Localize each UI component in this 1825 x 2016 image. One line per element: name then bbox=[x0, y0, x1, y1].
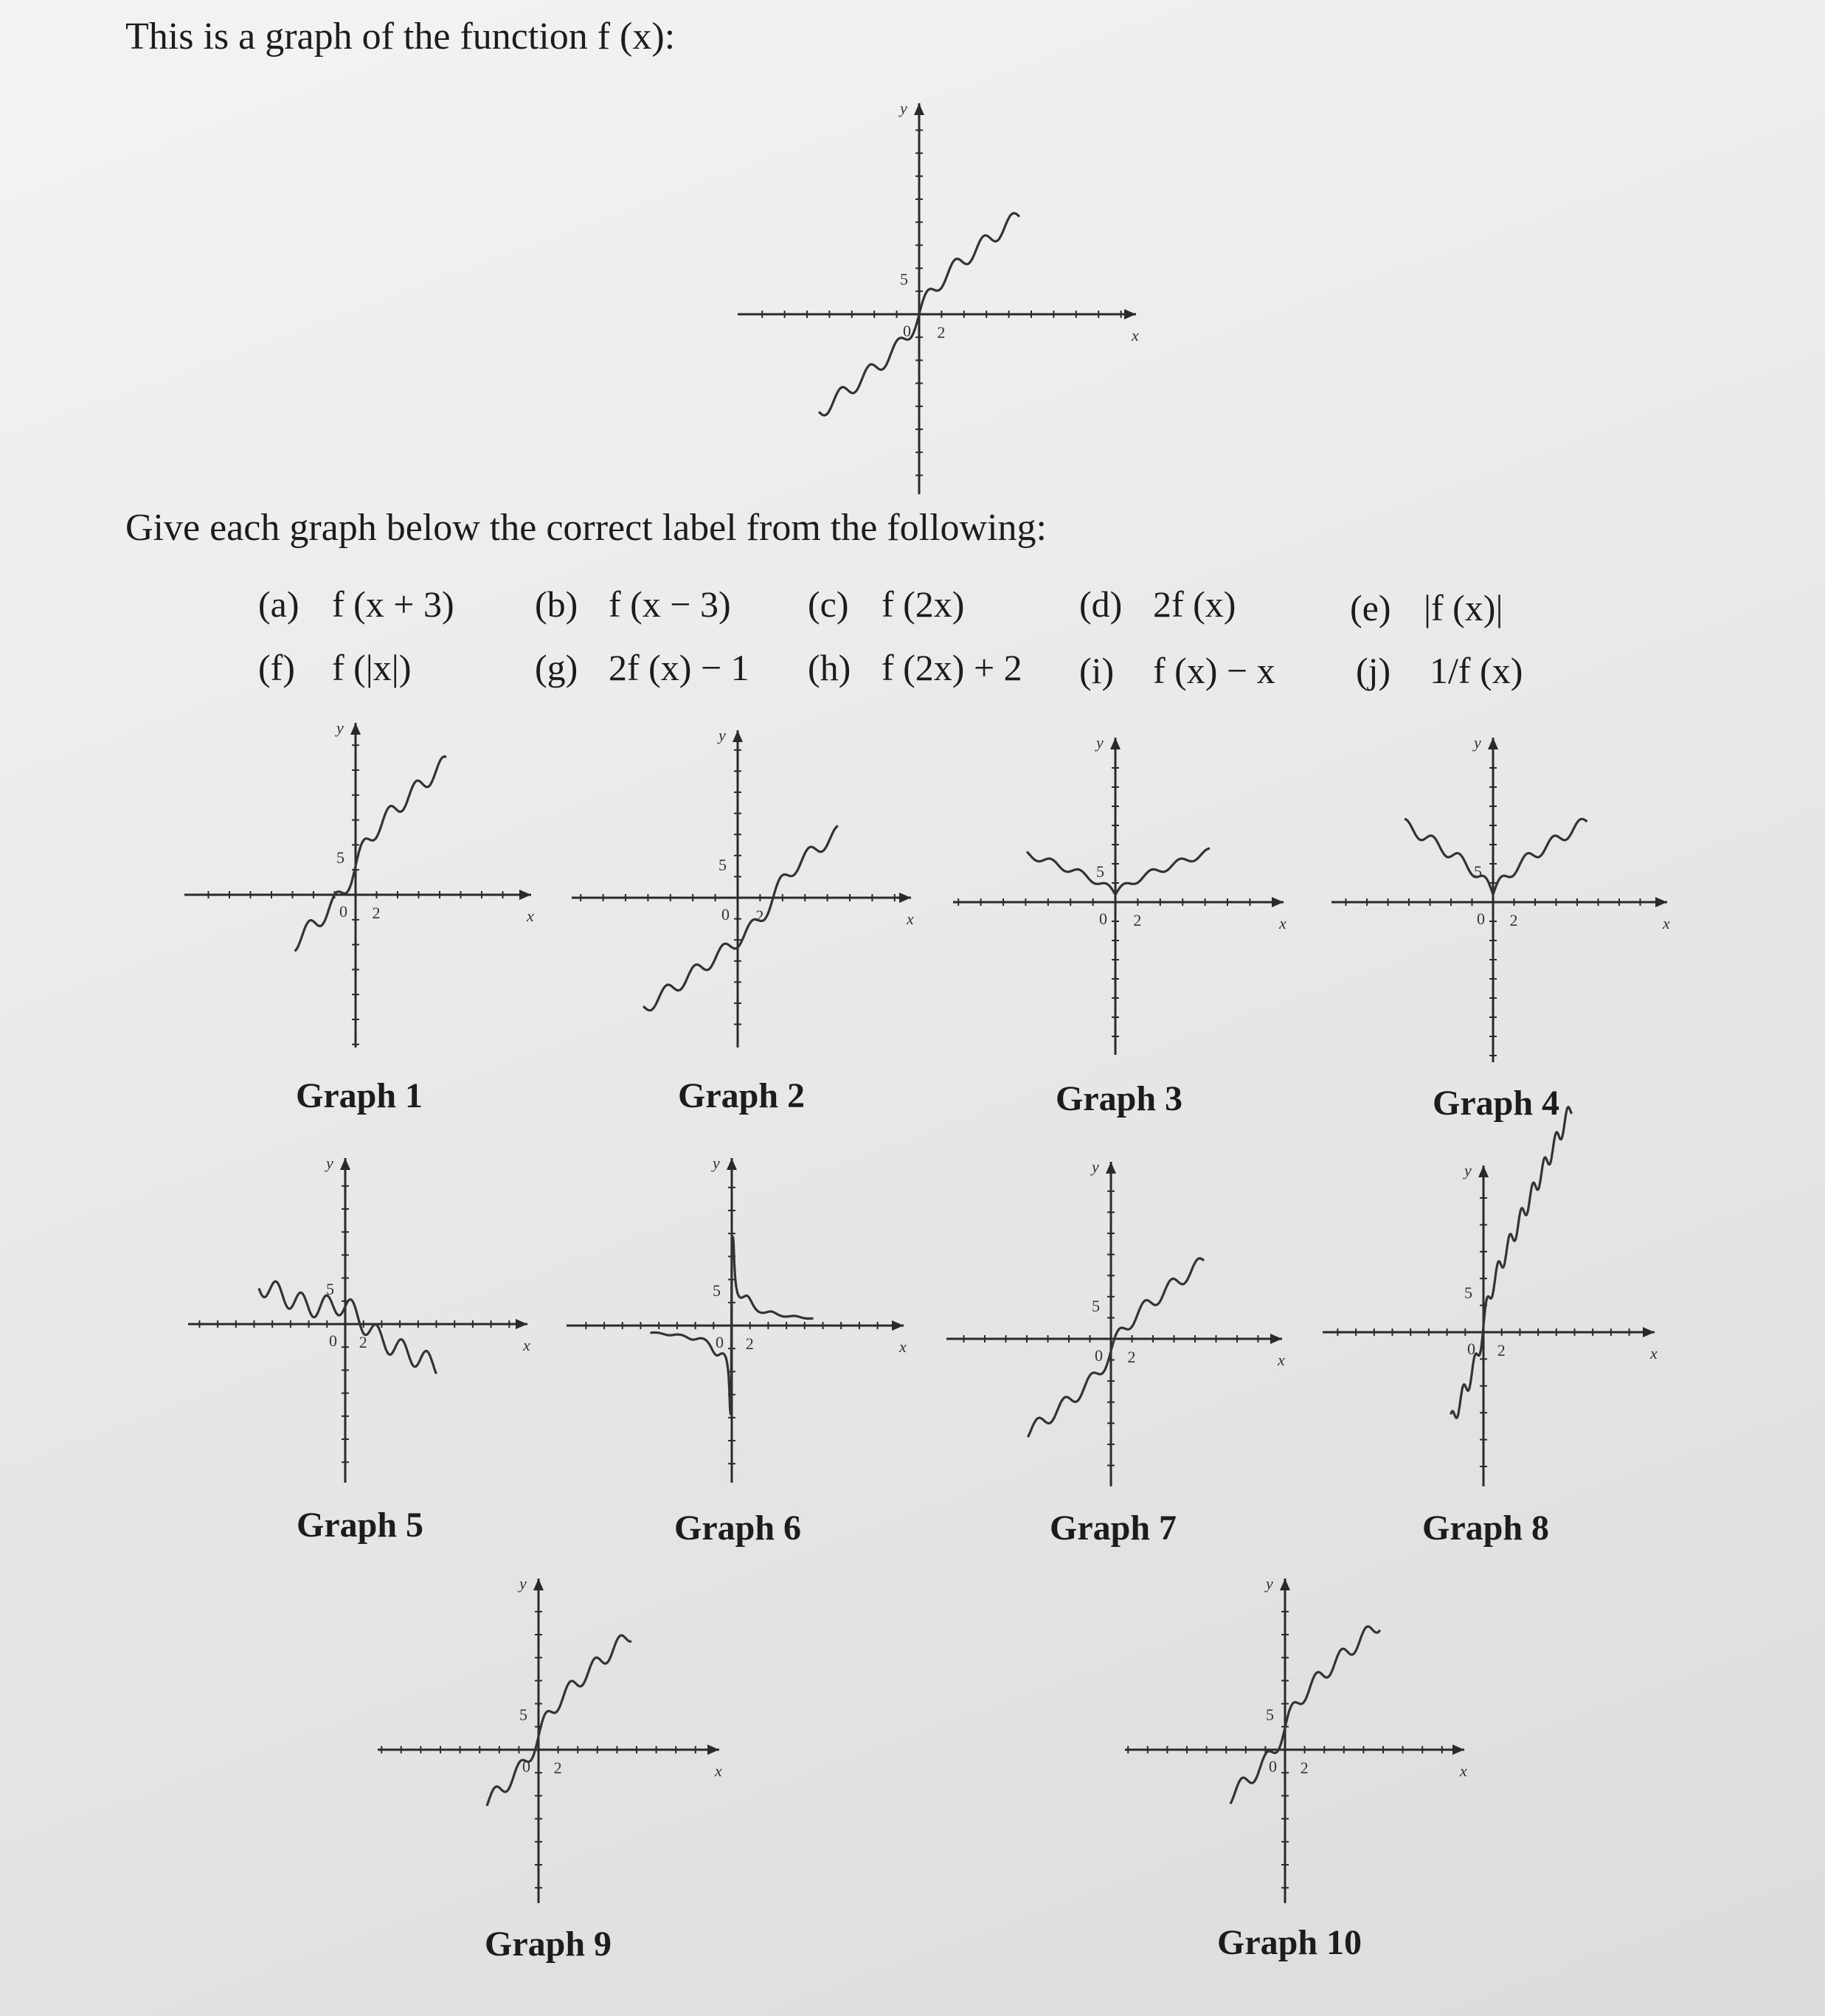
y-axis-label: y bbox=[519, 1574, 527, 1593]
x-axis-arrow bbox=[1272, 897, 1284, 907]
graph-9-plot bbox=[378, 1574, 722, 1903]
y-axis-label: y bbox=[713, 1154, 720, 1172]
x-axis-label: x bbox=[1650, 1344, 1658, 1362]
origin-label: 0 bbox=[329, 1331, 337, 1350]
origin-label: 0 bbox=[716, 1333, 724, 1351]
origin-label: 0 bbox=[1099, 910, 1107, 928]
y-tick-label: 5 bbox=[519, 1705, 527, 1724]
function-curve bbox=[1451, 1107, 1572, 1419]
graph-1-label: Graph 1 bbox=[295, 1076, 423, 1115]
x-axis-label: x bbox=[1132, 326, 1139, 344]
y-axis-label: y bbox=[326, 1154, 333, 1172]
y-axis-arrow bbox=[350, 723, 361, 735]
y-axis-arrow bbox=[1488, 738, 1498, 749]
y-tick-label: 5 bbox=[1266, 1705, 1274, 1724]
graph-9-label: Graph 9 bbox=[484, 1925, 612, 1964]
x-axis-arrow bbox=[519, 890, 531, 900]
x-tick-label: 2 bbox=[1127, 1348, 1136, 1366]
y-tick-label: 5 bbox=[1474, 862, 1482, 881]
function-curve bbox=[295, 757, 447, 952]
y-tick-label: 5 bbox=[1464, 1284, 1472, 1302]
option-expr: |f (x)| bbox=[1424, 587, 1503, 628]
function-curve bbox=[1230, 1627, 1380, 1804]
x-tick-label: 2 bbox=[745, 1334, 754, 1353]
x-axis-arrow bbox=[707, 1745, 719, 1755]
graph-6-label: Graph 6 bbox=[673, 1508, 802, 1548]
option-b bbox=[535, 583, 731, 626]
option-tag: (j) bbox=[1356, 650, 1391, 691]
origin-label: 0 bbox=[903, 322, 911, 340]
function-curve bbox=[819, 213, 1019, 415]
option-tag: (d) bbox=[1079, 583, 1123, 625]
y-axis-label: y bbox=[1096, 733, 1104, 752]
option-c bbox=[808, 583, 964, 626]
y-tick-label: 5 bbox=[713, 1281, 721, 1300]
x-axis-arrow bbox=[1643, 1327, 1655, 1337]
x-axis-arrow bbox=[892, 1320, 904, 1331]
y-tick-label: 5 bbox=[1092, 1297, 1100, 1315]
option-expr: 2f (x) − 1 bbox=[609, 647, 749, 688]
origin-label: 0 bbox=[721, 905, 730, 924]
option-tag: (c) bbox=[808, 583, 849, 625]
option-expr: f (x − 3) bbox=[609, 583, 731, 625]
option-j bbox=[1356, 649, 1523, 692]
y-axis-arrow bbox=[914, 103, 924, 115]
option-expr: f (2x) + 2 bbox=[882, 647, 1022, 688]
option-expr: 1/f (x) bbox=[1430, 650, 1523, 691]
origin-label: 0 bbox=[1467, 1340, 1475, 1358]
graph-1-plot bbox=[184, 718, 534, 1047]
y-tick-label: 5 bbox=[326, 1280, 334, 1298]
y-axis-label: y bbox=[1464, 1161, 1472, 1180]
function-curve bbox=[487, 1635, 631, 1806]
origin-label: 0 bbox=[1477, 910, 1485, 928]
x-axis-label: x bbox=[523, 1336, 530, 1354]
graph-10-plot bbox=[1125, 1574, 1467, 1903]
option-h bbox=[808, 646, 1022, 689]
option-e bbox=[1350, 586, 1503, 629]
x-axis-label: x bbox=[527, 907, 534, 925]
graph-2-label: Graph 2 bbox=[677, 1076, 806, 1115]
graph-8-plot bbox=[1323, 1107, 1658, 1486]
y-axis-arrow bbox=[727, 1158, 737, 1170]
x-axis-arrow bbox=[1124, 309, 1136, 319]
function-curve bbox=[259, 1281, 437, 1374]
option-expr: f (|x|) bbox=[332, 647, 412, 688]
graph-7-plot bbox=[946, 1157, 1285, 1486]
graph-7-label: Graph 7 bbox=[1049, 1508, 1177, 1548]
y-axis-label: y bbox=[1474, 733, 1481, 752]
function-curve bbox=[1028, 1258, 1205, 1437]
option-tag: (e) bbox=[1350, 587, 1391, 628]
option-tag: (a) bbox=[258, 583, 299, 625]
graph-8-label: Graph 8 bbox=[1421, 1508, 1550, 1548]
y-axis-arrow bbox=[1478, 1165, 1489, 1177]
option-expr: f (2x) bbox=[882, 583, 965, 625]
function-curve bbox=[643, 826, 838, 1011]
option-expr: f (x + 3) bbox=[332, 583, 454, 625]
option-d bbox=[1079, 583, 1236, 626]
option-expr: 2f (x) bbox=[1153, 583, 1236, 625]
origin-label: 0 bbox=[522, 1757, 530, 1776]
x-tick-label: 2 bbox=[755, 907, 764, 925]
x-axis-arrow bbox=[899, 893, 911, 903]
option-i bbox=[1079, 649, 1275, 692]
option-tag: (i) bbox=[1079, 650, 1115, 691]
x-axis-arrow bbox=[1270, 1334, 1282, 1344]
graph-2-plot bbox=[572, 726, 914, 1047]
x-axis-label: x bbox=[1278, 1351, 1285, 1369]
original-plot bbox=[738, 99, 1139, 494]
x-tick-label: 2 bbox=[1133, 911, 1142, 929]
option-expr: f (x) − x bbox=[1153, 650, 1275, 691]
y-axis-arrow bbox=[1106, 1162, 1116, 1174]
x-axis-arrow bbox=[1452, 1745, 1464, 1755]
x-tick-label: 2 bbox=[1300, 1759, 1309, 1777]
option-tag: (b) bbox=[535, 583, 578, 625]
option-f bbox=[258, 646, 411, 689]
x-tick-label: 2 bbox=[553, 1759, 562, 1777]
instruction-text: Give each graph below the correct label from the following: bbox=[125, 507, 1047, 549]
y-axis-arrow bbox=[340, 1158, 350, 1170]
graph-5-plot bbox=[188, 1154, 530, 1483]
x-tick-label: 2 bbox=[372, 904, 381, 922]
function-curve bbox=[1405, 819, 1587, 895]
function-curve bbox=[1027, 848, 1210, 895]
y-axis-label: y bbox=[336, 718, 344, 737]
option-tag: (g) bbox=[535, 647, 578, 688]
origin-label: 0 bbox=[1269, 1757, 1277, 1776]
graph-5-label: Graph 5 bbox=[296, 1506, 424, 1545]
y-axis-label: y bbox=[1092, 1157, 1099, 1176]
graph-4-plot bbox=[1331, 733, 1670, 1062]
y-tick-label: 5 bbox=[1096, 862, 1104, 881]
y-axis-label: y bbox=[718, 726, 726, 744]
y-axis-arrow bbox=[1280, 1579, 1290, 1590]
y-axis-label: y bbox=[900, 99, 907, 117]
option-g bbox=[535, 646, 749, 689]
option-a bbox=[258, 583, 454, 626]
intro-text: This is a graph of the function f (x): bbox=[125, 15, 676, 58]
graph-3-plot bbox=[953, 733, 1286, 1055]
graph-10-label: Graph 10 bbox=[1216, 1923, 1362, 1962]
option-tag: (h) bbox=[808, 647, 851, 688]
origin-label: 0 bbox=[339, 902, 347, 921]
x-axis-label: x bbox=[1663, 914, 1670, 932]
x-tick-label: 2 bbox=[1497, 1341, 1506, 1359]
y-tick-label: 5 bbox=[718, 856, 727, 874]
graph-4-label: Graph 4 bbox=[1432, 1084, 1560, 1123]
x-axis-label: x bbox=[1279, 914, 1286, 932]
x-axis-arrow bbox=[516, 1319, 527, 1329]
y-tick-label: 5 bbox=[900, 270, 908, 288]
x-axis-label: x bbox=[1460, 1762, 1467, 1780]
option-tag: (f) bbox=[258, 647, 295, 688]
origin-label: 0 bbox=[1095, 1346, 1103, 1365]
y-axis-arrow bbox=[533, 1579, 544, 1590]
y-axis-label: y bbox=[1266, 1574, 1273, 1593]
x-axis-label: x bbox=[715, 1762, 722, 1780]
x-tick-label: 2 bbox=[359, 1333, 367, 1351]
x-axis-arrow bbox=[1655, 897, 1667, 907]
x-tick-label: 2 bbox=[1509, 911, 1518, 929]
y-axis-arrow bbox=[733, 730, 743, 742]
y-tick-label: 5 bbox=[336, 848, 344, 867]
function-curve bbox=[651, 1237, 814, 1414]
x-tick-label: 2 bbox=[937, 323, 946, 342]
x-axis-label: x bbox=[899, 1337, 907, 1356]
graph-3-label: Graph 3 bbox=[1055, 1079, 1183, 1118]
y-axis-arrow bbox=[1110, 738, 1121, 749]
x-axis-label: x bbox=[907, 910, 914, 928]
graph-6-plot bbox=[567, 1154, 907, 1483]
